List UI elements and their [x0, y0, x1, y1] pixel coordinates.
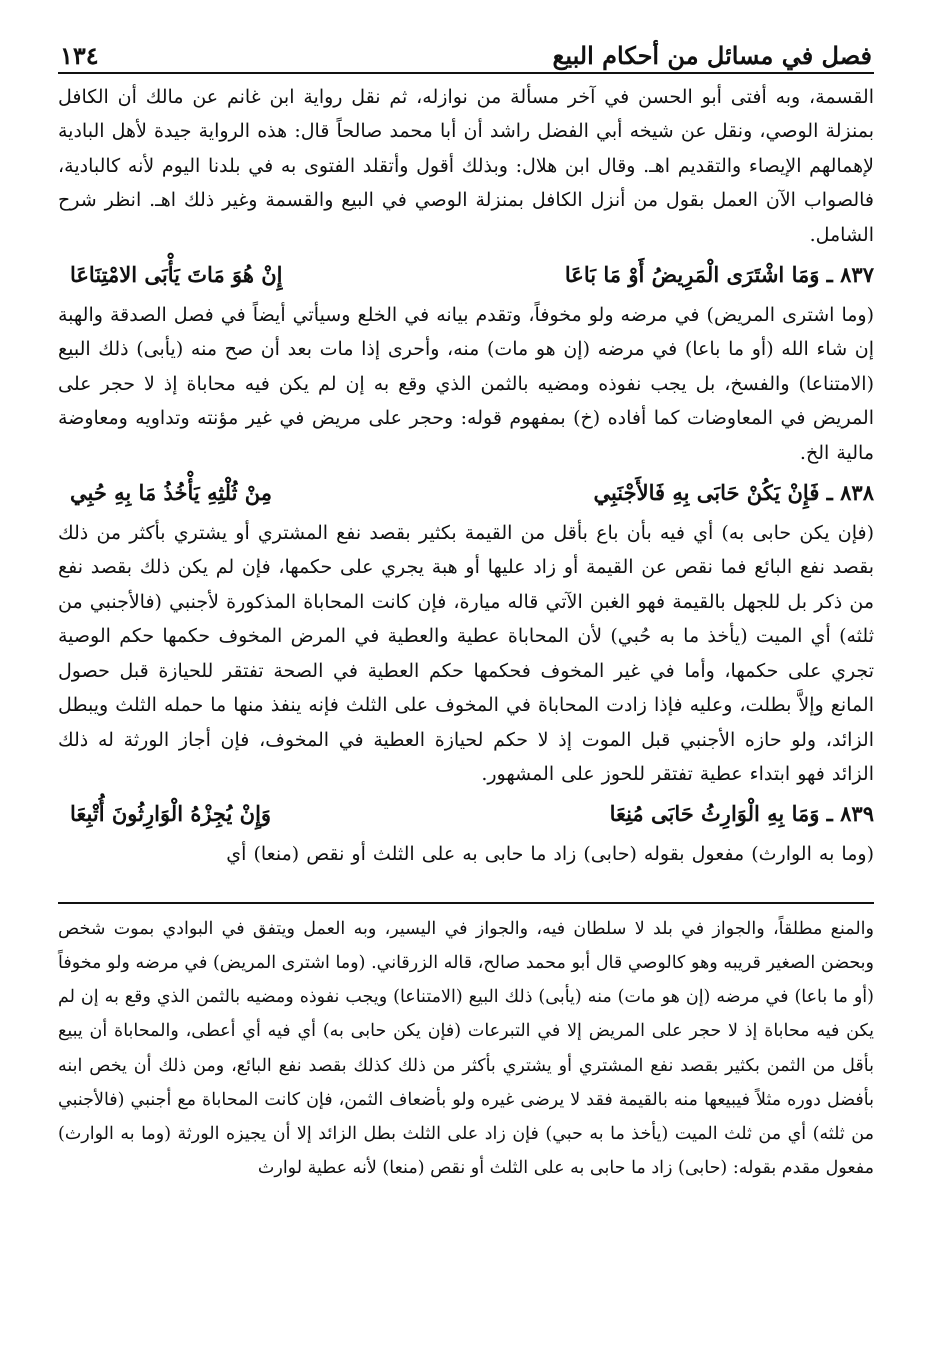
verse-838-second-hemistich: مِنْ ثُلْثِهِ يَأْخُذُ مَا بِهِ حُبِي: [70, 480, 273, 506]
footnote-separator: [58, 902, 874, 904]
page-number: ١٣٤: [60, 41, 99, 70]
verse-837-first-hemistich: ٨٣٧ ـ وَمَا اشْتَرَى الْمَرِيضُ أَوْ مَا بَاعَا: [564, 262, 874, 288]
commentary-837: (وما اشترى المريض) في مرضه ولو مخوفاً، وتقدم بيانه في الخلع وسيأتي أيضاً في فصل الصدقة والهبة إن شاء الله (أو ما باعا) في مرضه (إن هو مات) منه، وأحرى إذا مات بعد أن صح منه (يأبى) ذلك البيع (الامتناعا) والفسخ، بل يجب نفوذه ومضيه بالثمن الذي وقع به إن لم يكن فيه محاباة إذ لا حجر على المريض في المعاوضات كما أفاده (خ) بمفهوم قوله: وحجر على مريض في غير مؤنته وتداويه ومعاوضة مالية الخ.: [58, 304, 874, 464]
footnote-text: والمنع مطلقاً، والجواز في بلد لا سلطان فيه، والجواز في اليسير، وبه العمل ويتفق في البوادي بموت شخص وبحضن الصغير قريبه وهو كالوصي قال أبو محمد صالح، قاله الزرقاني. (وما اشترى المريض) في مرضه ولو مخوفاً (أو ما باعا) في مرضه (إن هو مات) منه (يأبى) ذلك البيع (الامتناعا) ويجب نفوذه ومضيه بالثمن الذي وقع به إن لم يكن فيه محاباة إذ لا حجر على المريض إلا في التبرعات (فإن يكن حابى به) أي فيه أي أعطى، والمحاباة أن يبيع بأقل من الثمن بكثير بقصد نفع المشتري أو يشتري بأكثر من ذلك كذلك بقصد نفع البائع، ومن ذلك أن يخص ابنه بأفضل دوره مثلاً فيبيعها منه بالقيمة فقد لا يرضى غيره ولو بأضعاف الثمن، فإن كانت المحاباة مع أجنبي (فالأجنبي من ثلثه) أي من ثلث الميت (يأخذ ما به حبي) فإن زاد على الثلث بطل الزائد إلا أن يجيزه الورثة (وما به الوارث) مفعول مقدم بقوله: (حابى) زاد ما حابى به على الثلث أو نقص (منعا) لأنه عطية لوارث: [58, 918, 874, 1179]
verse-838-first-hemistich: ٨٣٨ ـ فَإِنْ يَكُنْ حَابَى بِهِ فَالأَجْنَبِي: [593, 480, 874, 506]
main-text: [58, 80, 874, 872]
chapter-title: فصل في مسائل من أحكام البيع: [552, 41, 872, 70]
opening-paragraph: القسمة، وبه أفتى أبو الحسن في آخر مسألة من نوازله، ثم نقل رواية ابن غانم عن مالك أن الكافل بمنزلة الوصي، ونقل عن شيخه أبي الفضل راشد أن أبا محمد صالحاً قال: هذه الرواية جيدة لأهل البادية لإهمالهم الإيصاء والتقديم اهـ. وقال ابن هلال: وبذلك أقول وأتقلد الفتوى به في بلدنا اليوم لأنه كالبادية، فالصواب الآن العمل بقول من أنزل الكافل بمنزلة الوصي في البيع والقسمة وغير ذلك اهـ. انظر شرح الشامل.: [58, 86, 874, 246]
verse-838: [58, 472, 874, 514]
verse-837-second-hemistich: إِنْ هُوَ مَاتَ يَأْبَى الامْتِنَاعَا: [70, 262, 283, 288]
header-rule: [58, 72, 874, 74]
commentary-839: (وما به الوارث) مفعول بقوله (حابى) زاد ما حابى به على الثلث أو نقص (منعا) أي: [226, 843, 874, 866]
page-header: [58, 30, 874, 70]
verse-837: [58, 254, 874, 296]
commentary-838: (فإن يكن حابى به) أي فيه بأن باع بأقل من القيمة بكثير بقصد نفع المشتري أو يشتري بأكثر من ذلك بقصد نفع البائع فما نقص عن القيمة أو زاد عليها أو هبة يجري على حكمها، فإن لم يكن ذلك بقصد نفع من ذكر بل للجهل بالقيمة فهو الغبن الآتي قاله ميارة، فإن كانت المحاباة المذكورة لأجنبي (فالأجنبي من ثلثه) أي الميت (يأخذ ما به حُبي) لأن المحاباة عطية والعطية في المرض المخوف حكمها حكم الوصية تجري على حكمها، وأما في غير المخوف فحكمها حكم العطية في الصحة تفتقر للحيازة قبل حصول المانع وإلاَّ بطلت، وعليه فإذا زادت المحاباة في المخوف على الثلث فإنه ينفذ منها ما حمله الثلث ويبطل الزائد، ولو حازه الأجنبي قبل الموت إذ لا حكم لحيازة العطية في المخوف، فإن أجاز الورثة له ذلك الزائد فهو ابتداء عطية تفتقر للحوز على المشهور.: [58, 522, 874, 785]
verse-839-first-hemistich: ٨٣٩ ـ وَمَا بِهِ الْوَارِثُ حَابَى مُنِعَا: [609, 801, 874, 827]
verse-839: [58, 793, 874, 835]
book-page: [58, 30, 874, 1340]
verse-839-second-hemistich: وَإِنْ يُجِزْهُ الْوَارِثُونَ أُتْبِعَا: [70, 801, 272, 827]
